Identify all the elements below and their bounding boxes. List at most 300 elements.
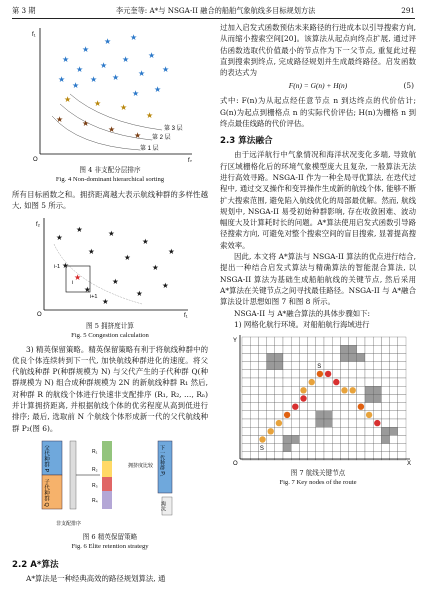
grid-cell [373,444,381,452]
grid-cell [398,411,406,419]
grid-cell [250,378,258,386]
grid-cell [291,362,299,370]
grid-cell [316,354,324,362]
R4-block [102,491,112,509]
grid-cell [398,419,406,427]
fig6-diagram [12,437,208,529]
grid-cell [316,345,324,353]
fig5-star: ★ [112,276,119,286]
grid-cell [291,354,299,362]
grid-cell [299,345,307,353]
fig4-origin: O [33,157,38,162]
grid-cell [373,386,381,394]
grid-cell [398,444,406,452]
fig7-origin: O [233,461,238,466]
grid-cell [291,345,299,353]
grid-cell [332,436,340,444]
grid-cell [357,436,365,444]
front-3-label: 第 3 层 [164,126,183,132]
grid-cell [324,354,332,362]
fig4-star: ★ [72,81,80,90]
grid-cell [299,354,307,362]
front-1-label: 第 1 层 [140,146,159,152]
grid-cell [258,378,266,386]
fig4-star: ★ [100,61,108,70]
grid-cell [275,362,283,370]
grid-cell [390,411,398,419]
grid-cell [365,386,373,394]
grid-cell [357,354,365,362]
grid-cell [267,370,275,378]
grid-cell [242,436,250,444]
grid-cell [365,403,373,411]
grid-cell [267,362,275,370]
route-node [309,379,315,385]
grid-cell [381,444,389,452]
grid-cell [308,337,316,345]
grid-cell [275,354,283,362]
grid-cell [340,370,348,378]
grid-cell [398,395,406,403]
grid-cell [332,345,340,353]
grid-cell [299,337,307,345]
grid-cell [250,337,258,345]
grid-cell [258,354,266,362]
grid-cell [258,345,266,353]
grid-cell [250,370,258,378]
grid-cell [349,354,357,362]
grid-cell [291,436,299,444]
fig5-star-highlight: ★ [74,272,82,282]
grid-cell [291,411,299,419]
grid-cell [381,436,389,444]
grid-cell [357,362,365,370]
grid-cell [390,378,398,386]
grid-cell [373,345,381,353]
grid-cell [373,362,381,370]
fig5-star: ★ [102,296,109,306]
fig4-plot [12,22,208,162]
grid-cell [299,436,307,444]
grid-cell [250,362,258,370]
grid-cell [267,345,275,353]
grid-cell [332,362,340,370]
grid-cell [258,411,266,419]
grid-cell [324,403,332,411]
equation-number: (5) [403,81,414,91]
grid-cell [390,362,398,370]
grid-cell [398,436,406,444]
grid-cell [398,386,406,394]
grid-cell [275,427,283,435]
grid-cell [242,386,250,394]
left-para-1: 所有目标函数之和。拥挤距离越大表示航线种群的多样性越大, 如图 5 所示。 [12,190,208,211]
route-node [276,420,282,426]
route-node [350,387,356,393]
grid-cell [357,427,365,435]
grid-cell [357,337,365,345]
fig7-grid [220,333,416,465]
grid-cell [275,403,283,411]
grid-cell [340,419,348,427]
label-i: i [72,279,74,286]
grid-cell [398,378,406,386]
grid-cell [340,362,348,370]
fig5-star: ★ [124,252,131,262]
grid-cell [398,362,406,370]
grid-cell [381,403,389,411]
grid-cell [324,337,332,345]
grid-cell [365,427,373,435]
fig4-star: ★ [56,115,64,124]
fig5-caption-cn: 图 5 拥挤度计算 [86,321,134,330]
grid-cell [250,345,258,353]
grid-cell [258,362,266,370]
R4-label: R₄ [92,497,98,504]
grid-cell [267,411,275,419]
right-para-2: 式中: F(n)为从起点经任意节点 n 到达终点的代价估计; G(n)为起点到栅格点 n 的实际代价评估; H(n)为栅格 n 到终点最佳线路的代价评估。 [220,96,416,129]
R3-block [102,477,112,491]
fig4-caption-cn: 图 4 非支配分层排序 [79,166,141,174]
grid-cell [267,378,275,386]
right-para-4: 因此, 本文将 A*算法与 NSGA-II 算法的优点进行结合, 提出一种结合启发式算法与精确算法的智能混合算法, 以 NSGA-II 算法为基础生成船舶航线的关键节点, 然后采用 A*算法在关键节点之间寻找最佳路径。NSGA-II 与 A*融合算法设计思想如图 7 和图 8 所示。 [220,252,416,307]
grid-cell [373,378,381,386]
grid-cell [316,419,324,427]
fig4-star: ★ [62,55,70,64]
grid-cell [308,427,316,435]
label-i-plus-1: i+1 [90,293,98,300]
grid-cell [299,378,307,386]
grid-cell [357,419,365,427]
fig4-star: ★ [130,33,138,42]
grid-cell [316,386,324,394]
page-number: 291 [401,6,415,15]
grid-cell [267,386,275,394]
fig4-star: ★ [148,51,156,60]
fig4-star: ★ [82,119,90,128]
grid-cell [242,370,250,378]
grid-cell [324,444,332,452]
route-node [292,404,298,410]
grid-cell [365,337,373,345]
grid-cell [340,411,348,419]
grid-cell [398,403,406,411]
grid-cell [390,427,398,435]
grid-cell [308,345,316,353]
grid-cell [275,386,283,394]
fig5-y-label: f₂ [36,221,40,228]
R3-label: R₃ [92,482,98,489]
route-node [317,371,323,377]
route-node [300,387,306,393]
grid-cells [242,337,406,460]
grid-cell [332,411,340,419]
grid-cell [373,337,381,345]
grid-cell [291,337,299,345]
grid-cell [381,427,389,435]
grid-cell [299,427,307,435]
grid-cell [373,436,381,444]
fig5-star: ★ [168,246,175,256]
grid-cell [258,337,266,345]
fig7-caption-en: Fig. 7 Key nodes of the route [279,479,357,487]
grid-cell [373,370,381,378]
fig4-star: ★ [104,37,112,46]
grid-cell [283,345,291,353]
grid-cell [283,378,291,386]
grid-cell [390,419,398,427]
grid-cell [349,378,357,386]
grid-cell [390,354,398,362]
equation-5 [220,81,416,95]
grid-cell [250,354,258,362]
grid-cell [283,403,291,411]
route-node [333,379,339,385]
grid-cell [390,395,398,403]
grid-cell [373,411,381,419]
grid-cell [283,362,291,370]
grid-cell [349,436,357,444]
grid-cell [332,419,340,427]
grid-cell [291,419,299,427]
sort-label: 非支配排序 [56,520,82,527]
grid-cell [340,345,348,353]
fig4-star: ★ [138,69,146,78]
next-pop-label: 下一代种群 P₁ [159,444,165,477]
grid-cell [324,436,332,444]
grid-cell [340,436,348,444]
route-node [341,387,347,393]
grid-cell [349,362,357,370]
fig4-star: ★ [58,75,66,84]
grid-cell [250,386,258,394]
grid-cell [365,378,373,386]
grid-cell [340,337,348,345]
grid-cell [365,444,373,452]
section-2-2-heading: 2.2 A*算法 [12,559,59,570]
grid-cell [308,419,316,427]
fig4-star: ★ [112,73,120,82]
grid-cell [299,411,307,419]
grid-cell [398,427,406,435]
grid-cell [381,419,389,427]
grid-cell [381,386,389,394]
grid-cell [242,354,250,362]
fig5-star: ★ [62,260,69,270]
left-para-2: 3) 精英保留策略。精英保留策略有利于将航线种群中的优良个体连续转到下一代, 加快航线种群进化的速度。将父代航线种群 P(种群规模为 N) 与父代产生的子代种群 Q(种群规模为 N) 组合成种群规模为 2N 的新航线种群 R₁ 然后, 对种群 R 的航线个体进行快速非支配排序 (R₁, R₂, …, Rₙ) 并计算拥挤距离, 并根据航线个体的优劣程度从高到低进行排序; 最后, 选取前 N 个航线个体形成新一代的父代航线种群 P₂(图 6)。 [12,344,208,433]
grid-cell [283,337,291,345]
grid-cell [308,436,316,444]
grid-cell [275,444,283,452]
route-node [325,371,331,377]
grid-cell [349,395,357,403]
grid-cell [381,370,389,378]
grid-cell [398,337,406,345]
grid-cell [316,337,324,345]
grid-cell [267,337,275,345]
grid-cell [291,386,299,394]
grid-cell [242,395,250,403]
grid-cell [250,436,258,444]
grid-cell [258,370,266,378]
right-column [220,22,416,487]
front-2-label: 第 2 层 [152,135,171,141]
R2-block [102,461,112,477]
grid-cell [283,386,291,394]
header-rule [12,18,415,19]
grid-cell [242,403,250,411]
fig5-star: ★ [88,246,95,256]
front-1-curve [52,116,140,150]
grid-cell [373,427,381,435]
fig5-plot [12,214,208,318]
fig5-star: ★ [84,284,91,294]
grid-cell [283,354,291,362]
label-i-minus-1: i-1 [54,263,61,270]
left-column [12,22,208,584]
grid-cell [390,345,398,353]
route-node [284,412,290,418]
grid-cell [267,354,275,362]
grid-cell [299,403,307,411]
grid-cell [398,354,406,362]
route-node [374,420,380,426]
grid-cell [381,395,389,403]
grid-cell [283,419,291,427]
grid-cell [357,395,365,403]
fig5-star: ★ [76,224,83,234]
grid-cell [324,419,332,427]
grid-cell [357,378,365,386]
grid-cell [242,378,250,386]
grid-cell [398,370,406,378]
right-para-1: 过加入启发式函数预估未来路径的行进成本以引导搜索方向, 从而缩小搜索空间[20]。该算法从起点向终点扩展, 通过评估函数选取代价值最小的节点作为下一父节点, 重复此过程直到搜索到终点, 完成路径规划并生成最终路径。启发函数的表达式为 [220,23,416,78]
fig4-star: ★ [120,103,128,112]
running-header [12,6,415,18]
grid-cell [242,337,250,345]
grid-cell [291,444,299,452]
grid-cell [332,444,340,452]
grid-cell [267,403,275,411]
fig5-star: ★ [152,262,159,272]
grid-cell [390,436,398,444]
combined-pop-box [70,441,76,509]
child-pop-label: 子代种群 Q [43,478,49,507]
grid-cell [250,411,258,419]
grid-cell [299,419,307,427]
grid-cell [365,436,373,444]
grid-cell [390,403,398,411]
grid-cell [250,419,258,427]
grid-cell [349,337,357,345]
fig5-star: ★ [162,280,169,290]
grid-cell [390,370,398,378]
route-node [358,404,364,410]
grid-cell [299,444,307,452]
grid-cell [275,436,283,444]
grid-cell [308,395,316,403]
fig7-caption-cn: 图 7 航线关键节点 [290,469,346,478]
grid-cell [308,403,316,411]
grid-cell [275,337,283,345]
equation-text: F(n) = G(n) + H(n) [288,81,348,91]
grid-cell [332,395,340,403]
grid-cell [340,403,348,411]
grid-cell [275,395,283,403]
left-para-3: A*算法是一种经典高效的路径规划算法, 通 [26,573,166,583]
grid-cell [357,411,365,419]
grid-cell [349,345,357,353]
grid-cell [365,362,373,370]
grid-cell [357,345,365,353]
start-node: S [259,446,264,453]
grid-cell [332,403,340,411]
grid-cell [258,395,266,403]
grid-cell [291,427,299,435]
grid-cell [381,362,389,370]
grid-cell [324,411,332,419]
grid-cell [291,370,299,378]
fig4-x-label: f₂ [188,158,192,162]
grid-cell [373,354,381,362]
fig4-stars [56,33,169,140]
grid-cell [267,395,275,403]
grid-cell [275,370,283,378]
grid-cell [340,444,348,452]
right-para-6: 1) 网格化航行环境。对船舶航行海域进行 [234,319,370,329]
route-node [268,428,274,434]
fig4-star: ★ [122,55,130,64]
discard-label: 淘汰 [160,500,166,511]
fig5-origin: O [37,311,42,318]
grid-cell [316,403,324,411]
grid-cell [242,427,250,435]
route-node [259,436,265,442]
running-title: 李元奎等: A*与 NSGA-II 融合的船舶气象航线多目标规划方法 [116,6,316,15]
grid-cell [349,427,357,435]
route-node [366,412,372,418]
grid-cell [299,370,307,378]
route-node [300,395,306,401]
fig5-star: ★ [136,288,143,298]
grid-cell [373,395,381,403]
grid-cell [381,345,389,353]
fig4-y-label: f₁ [32,32,36,38]
fig4-star: ★ [90,75,98,84]
grid-cell [332,337,340,345]
grid-cell [357,386,365,394]
grid-cell [308,386,316,394]
grid-cell [324,395,332,403]
right-para-5: NSGA-II 与 A*融合算法的具体步骤如下: [234,308,371,318]
grid-cell [365,370,373,378]
grid-cell [365,345,373,353]
fig4-star: ★ [134,131,142,140]
crowding-compare-label: 拥挤度比较 [128,462,154,469]
grid-cell [340,395,348,403]
grid-cell [258,419,266,427]
grid-cell [365,395,373,403]
fig5-x-label: f₁ [184,312,188,318]
grid-cell [242,419,250,427]
grid-cell [299,362,307,370]
fig5-star: ★ [142,236,149,246]
fig4-star: ★ [64,95,72,104]
fig4-star: ★ [132,89,140,98]
grid-cell [381,411,389,419]
grid-cell [390,337,398,345]
grid-cell [365,354,373,362]
